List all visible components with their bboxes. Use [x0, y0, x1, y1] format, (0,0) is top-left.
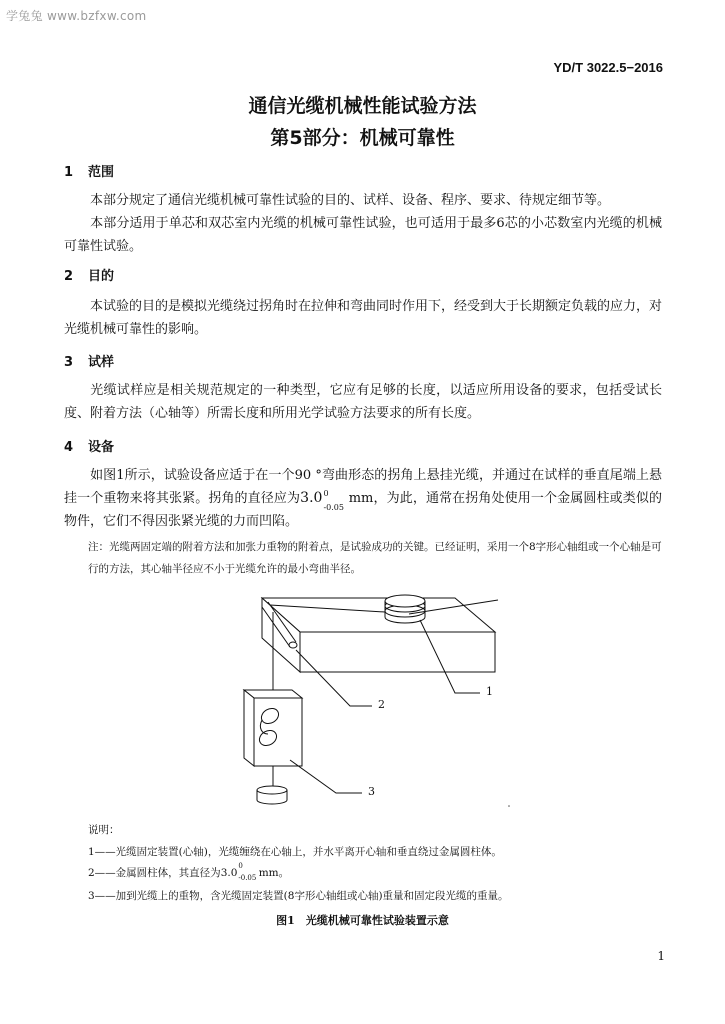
legend-unit: mm。	[255, 867, 290, 879]
document-title: 通信光缆机械性能试验方法	[248, 95, 477, 117]
table-front	[300, 632, 495, 672]
legend-text: 2——金属圆柱体，其直径为	[88, 867, 221, 879]
section-number: 1	[64, 165, 74, 180]
section-title: 范围	[88, 165, 115, 180]
tolerance-upper: 0	[323, 489, 329, 498]
table-top	[262, 598, 495, 632]
tolerance-lower: -0.05	[323, 503, 344, 512]
legend-value: 3.0	[220, 867, 238, 879]
callout-2: 2	[378, 698, 385, 711]
speck	[508, 805, 510, 807]
diameter-value: 3.0	[300, 490, 323, 506]
tolerance-lower: -0.05	[238, 874, 257, 882]
paragraph-text: 本试验的目的是模拟光缆绕过拐角时在拉伸和弯曲同时作用下，经受到大于长期额定负载的应力，对光缆机械可靠性的影响。	[64, 299, 663, 337]
callout-3: 3	[368, 785, 375, 798]
legend-item-1: 1——光缆固定装置(心轴)，光缆缠绕在心轴上，并水平离开心轴和垂直绕过金属圆柱体。	[88, 846, 502, 858]
paragraph-text: 光缆试样应是相关规范规定的一种类型，它应有足够的长度，以适应所用设备的要求，包括受试长度、附着方法（心轴等）所需长度和所用光学试验方法要求的所有长度。	[64, 383, 662, 421]
callout-1: 1	[486, 685, 493, 698]
section-title: 设备	[88, 440, 115, 455]
paragraph-text: 如图1所示，试验设备应适于在一个90 °弯曲形态的拐角上悬挂光缆，并通过在试样的垂直尾端上悬挂一个重物来将其张紧。拐角的直径应为	[64, 468, 662, 506]
paragraph-text: 本部分规定了通信光缆机械可靠性试验的目的、试样、设备、程序、要求、待规定细节等。	[90, 193, 611, 208]
document-subtitle: 第5部分：机械可靠性	[270, 127, 455, 149]
standard-number: YD/T 3022.5−2016	[553, 60, 663, 75]
paragraph-text: 本部分适用于单芯和双芯室内光缆的机械可靠性试验，也可适用于最多6芯的小芯数室内光缆的机械可靠性试验。	[64, 216, 662, 254]
section-number: 2	[64, 269, 74, 284]
watermark: 学兔兔 www.bzfxw.com	[6, 9, 147, 23]
legend-tolerance	[237, 862, 257, 882]
section-number: 3	[64, 355, 74, 370]
page-number: 1	[657, 949, 665, 963]
mandrel-stack	[385, 595, 425, 623]
figure-caption: 图1 光缆机械可靠性试验装置示意	[276, 914, 449, 927]
legend-item-3: 3——加到光缆上的重物，含光缆固定装置(8字形心轴组或心轴)重量和固定段光缆的重量。	[88, 890, 509, 902]
tolerance-upper: 0	[238, 862, 243, 870]
paragraph-text: mm，为此，通常在拐角处使用一个金属圆柱或类似的物件，它们不得因张紧光缆的力而凹陷。	[64, 491, 662, 529]
weight	[257, 786, 287, 804]
section-title: 目的	[88, 269, 115, 284]
section-number: 4	[64, 440, 74, 455]
legend-item-2	[88, 862, 290, 882]
legend-title: 说明：	[88, 824, 120, 836]
section-title: 试样	[88, 355, 115, 370]
figure-eight-block	[244, 690, 302, 766]
note: 注：光缆两固定端的附着方法和加张力重物的附着点，是试验成功的关键。已经证明，采用一个8字形心轴组或一个心轴是可行的方法，其心轴半径应不小于光缆允许的最小弯曲半径。	[88, 541, 662, 575]
